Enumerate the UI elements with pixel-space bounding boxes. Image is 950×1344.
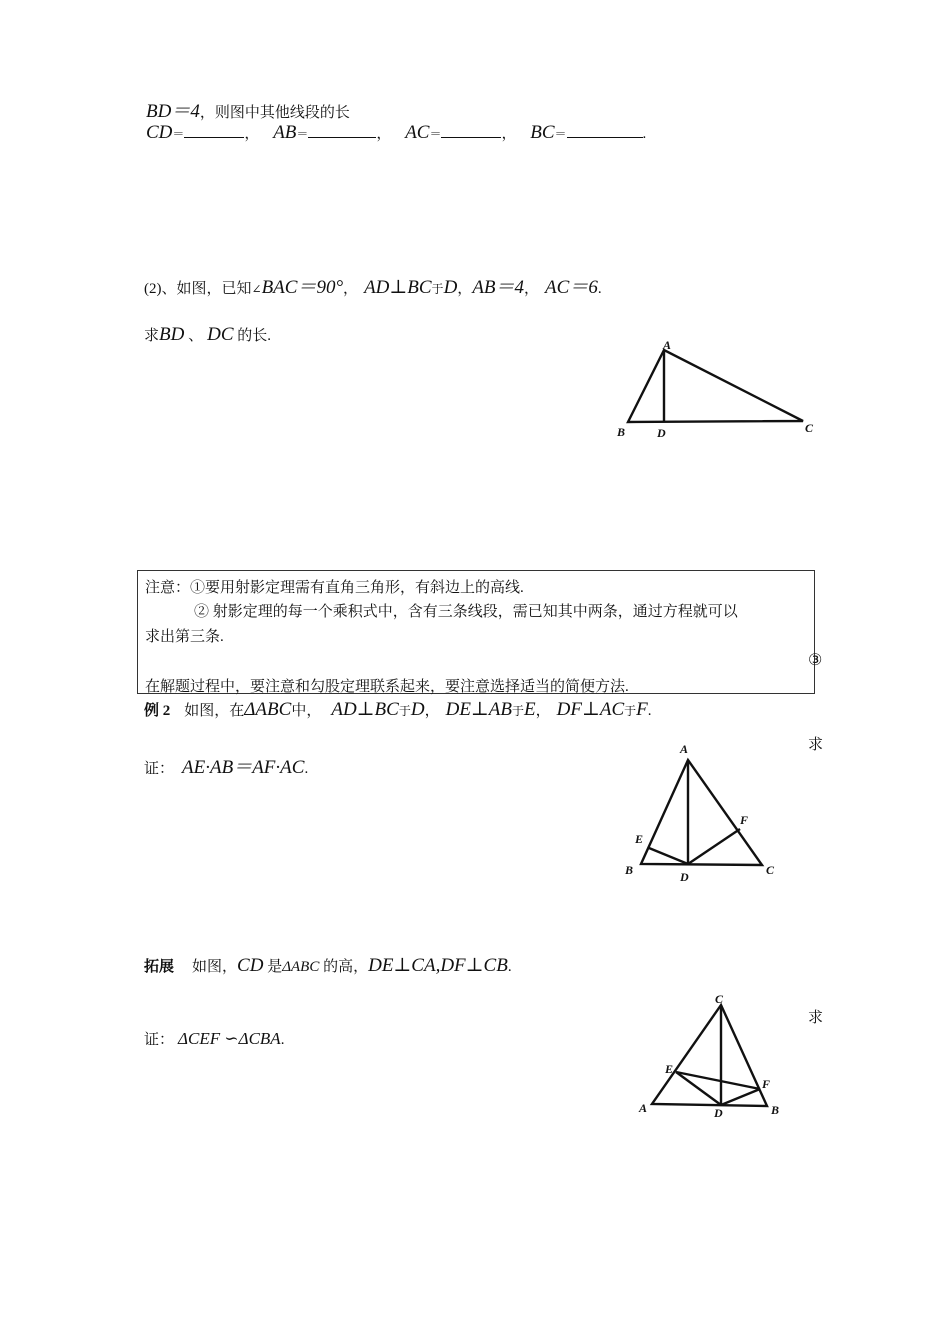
eq-sign: ＝ xyxy=(296,127,309,141)
seg-dc: DC xyxy=(207,324,234,345)
part2-prefix: (2)、如图，已知 xyxy=(144,281,252,297)
label-bc: BC xyxy=(530,122,555,143)
separator: ， xyxy=(244,126,260,142)
angle-symbol: ∠ xyxy=(251,282,262,296)
cond-ac: AC＝6 xyxy=(545,277,598,298)
eq-sign: ＝ xyxy=(429,127,442,141)
label-e: E xyxy=(635,832,644,846)
cond-de-ab: DE⊥AB xyxy=(445,699,513,720)
zheng-text: 证： xyxy=(144,761,175,777)
label-e: E xyxy=(665,1062,674,1076)
zheng-text: 证： xyxy=(144,1032,175,1048)
triangle-name: ΔABC xyxy=(282,959,320,975)
triangle-abc xyxy=(652,1005,767,1106)
cond-ad-bc: AD⊥BC xyxy=(331,699,399,720)
yu-text: 于 xyxy=(512,704,525,718)
example2-label: 例 2 xyxy=(144,703,171,719)
label-f: F xyxy=(762,1077,771,1091)
label-f: F xyxy=(740,813,749,827)
example2-qiu: 求 xyxy=(808,737,824,753)
yu-text: 于 xyxy=(398,704,411,718)
separator: ， xyxy=(501,126,517,142)
point-d: D xyxy=(410,699,425,720)
separator: . xyxy=(642,126,647,142)
label-ac: AC xyxy=(405,122,430,143)
label-b: B xyxy=(771,1103,780,1117)
label-a: A xyxy=(680,742,689,756)
part1-line1-text: ，则图中其他线段的长 xyxy=(199,105,350,121)
label-cd: CD xyxy=(146,122,173,143)
gao-text: 的高， xyxy=(323,959,369,975)
label-c: C xyxy=(805,421,814,435)
note-line3: 求出第三条. xyxy=(145,629,224,645)
segment-df xyxy=(721,1089,760,1105)
triangle-name: ΔABC xyxy=(244,699,292,720)
label-a: A xyxy=(663,338,672,352)
yu-text: 于 xyxy=(431,282,444,296)
cond-perp: AD⊥BC xyxy=(364,277,432,298)
segment-cd: CD xyxy=(237,955,264,976)
label-c: C xyxy=(766,863,775,877)
dun-mark: 、 xyxy=(188,328,204,344)
part2-tail: 的长. xyxy=(237,328,272,344)
given-bd: BD＝4 xyxy=(146,101,200,122)
note-circled-3: ③ xyxy=(808,652,823,669)
eq-sign: ＝ xyxy=(172,127,185,141)
seg-bd: BD xyxy=(159,324,185,345)
zhong-text: 中， xyxy=(291,703,322,719)
point-d: D xyxy=(443,277,458,298)
cond-df-ac: DF⊥AC xyxy=(556,699,625,720)
label-b: B xyxy=(617,425,626,439)
label-c: C xyxy=(715,992,724,1006)
example2-text: 如图，在 xyxy=(184,703,245,719)
point-e: E xyxy=(524,699,536,720)
point-f: F xyxy=(636,699,648,720)
part2-line1: (2)、如图，已知∠BAC＝90°， AD⊥BC于D，AB＝4， AC＝6. xyxy=(144,277,602,298)
extension-line1: 拓展 如图，CD 是ΔABC 的高，DE⊥CA,DF⊥CB. xyxy=(144,955,512,976)
separator: ， xyxy=(376,126,392,142)
extension-text: 如图， xyxy=(192,959,238,975)
label-a: A xyxy=(639,1101,648,1115)
extension-line2: 证： ΔCEF ∽ΔCBA. xyxy=(144,1029,285,1048)
label-d: D xyxy=(657,426,666,440)
eq-sign: ＝ xyxy=(554,127,567,141)
yu-text: 于 xyxy=(624,704,637,718)
cond-angle: BAC＝90° xyxy=(261,277,344,298)
label-d: D xyxy=(714,1106,723,1120)
example2-line1: 例 2 如图，在ΔABC中， AD⊥BC于D， DE⊥AB于E， DF⊥AC于F. xyxy=(144,699,652,720)
perp-conditions: DE⊥CA,DF⊥CB xyxy=(368,955,508,976)
example2-line2: 证： AE·AB＝AF·AC. xyxy=(144,757,309,778)
note-line1: 注意：①要用射影定理需有直角三角形，有斜边上的高线. xyxy=(145,580,524,596)
shi-text: 是 xyxy=(267,959,283,975)
cond-ab: AB＝4 xyxy=(472,277,525,298)
extension-qiu: 求 xyxy=(808,1010,824,1026)
note-line4: 在解题过程中，要注意和勾股定理联系起来，要注意选择适当的简便方法. xyxy=(145,679,629,695)
label-b: B xyxy=(625,863,634,877)
extension-label: 拓展 xyxy=(144,959,175,975)
proof-statement: ΔCEF ∽ΔCBA xyxy=(178,1029,281,1048)
qiu-text: 求 xyxy=(144,328,160,344)
proof-statement: AE·AB＝AF·AC xyxy=(182,757,305,778)
label-d: D xyxy=(680,870,689,884)
label-ab: AB xyxy=(273,122,297,143)
note-line2: ② 射影定理的每一个乘积式中，含有三条线段，需已知其中两条，通过方程就可以 xyxy=(194,604,738,620)
